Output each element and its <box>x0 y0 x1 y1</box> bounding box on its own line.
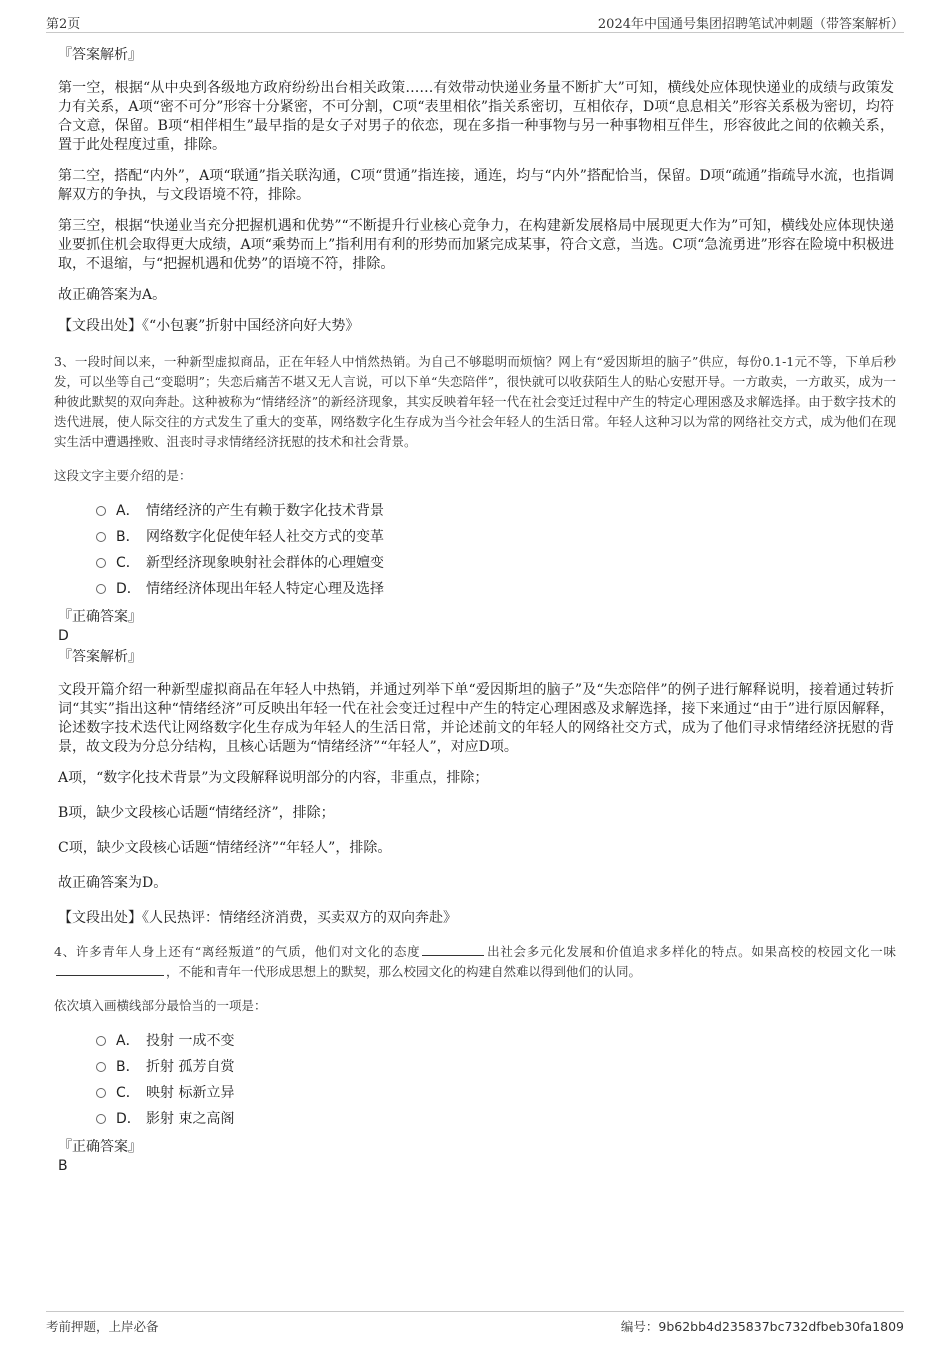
option-list <box>96 498 894 602</box>
document-code: 编号：9b62bb4d235837bc732dfbeb30fa1809 <box>620 1319 904 1334</box>
footer-slogan: 考前押题，上岸必备 <box>46 1319 159 1334</box>
option-a[interactable]: A． 情绪经济的产生有赖于数字化技术背景 <box>96 498 894 524</box>
correct-answer: B <box>58 1158 68 1174</box>
source-citation: 【文段出处】《人民热评：情绪经济消费，买卖双方的双向奔赴》 <box>58 910 457 926</box>
question-prompt: 这段文字主要介绍的是： <box>54 468 192 483</box>
radio-icon[interactable] <box>96 558 106 568</box>
analysis-item-a: A项，“数字化技术背景”为文段解释说明部分的内容，非重点，排除； <box>58 770 489 786</box>
analysis-paragraph: 第三空，根据“快递业当充分把握机遇和优势”“不断提升行业核心竞争力，在构建新发展格局中展现更大作为”可知，横线处应体现快递业要抓住机会取得更大成绩，A项“乘势而上”指利用有利的形势而加紧完成某事，符合文意，当选。C项“急流勇进”形容在险境中积极进取，不退缩，与“把握机遇和优势”的语境不符，排除。 <box>58 218 894 272</box>
radio-icon[interactable] <box>96 1114 106 1124</box>
radio-icon[interactable] <box>96 1062 106 1072</box>
fill-blank <box>56 962 164 976</box>
option-c[interactable]: C． 新型经济现象映射社会群体的心理嬗变 <box>96 550 894 576</box>
option-d[interactable]: D． 情绪经济体现出年轻人特定心理及选择 <box>96 576 894 602</box>
analysis-item-b: B项，缺少文段核心话题“情绪经济”，排除； <box>58 805 335 821</box>
analysis-paragraph: 第二空，搭配“内外”，A项“联通”指关联沟通，C项“贯通”指连接，通连，均与“内外”搭配恰当，保留。D项“疏通”指疏导水流，也指调解双方的争执，与文段语境不符，排除。 <box>58 168 894 203</box>
correct-answer-label: 『正确答案』 <box>58 1139 142 1155</box>
correct-answer-label: 『正确答案』 <box>58 609 142 625</box>
analysis-paragraph: 文段开篇介绍一种新型虚拟商品在年轻人中热销，并通过列举下单“爱因斯坦的脑子”及“失恋陪伴”的例子进行解释说明，接着通过转折词“其实”指出这种“情绪经济”可反映出年轻一代在社会变迁过程中产生的特定心理困惑及求解选择，接下来通过“由于”进行原因解释，论述数字技术迭代让网络数字化生存成为年轻人的生活日常，并论述前文的年轻人的网络社交方式，成为了他们寻求情绪经济抚慰的背景，故文段为分总分结构，且核心话题为“情绪经济”“年轻人”，对应D项。 <box>58 682 894 755</box>
option-d[interactable]: D． 影射 束之高阁 <box>96 1106 894 1132</box>
analysis-label: 『答案解析』 <box>58 649 142 665</box>
question-stem: 3、一段时间以来，一种新型虚拟商品，正在年轻人中悄然热销。为自己不够聪明而烦恼？网上有“爱因斯坦的脑子”供应，每份0.1-1元不等，下单后秒发，可以坐等自己“变聪明”；失恋后痛苦不堪又无人言说，可以下单“失恋陪伴”，很快就可以收获陌生人的贴心安慰开导。一方敢卖，一方敢买，成为一种彼此默契的双向奔赴。这种被称为“情绪经济”的新经济现象，其实反映着年轻一代在社会变迁过程中产生的特定心理困惑及求解选择。由于数字技术的迭代进展，使人际交往的方式发生了重大的变革，网络数字化生存成为当今社会年轻人的生活日常。年轻人这种习以为常的网络社交方式，成为他们在现实生活中遭遇挫败、沮丧时寻求情绪经济抚慰的技术和社会背景。 <box>54 354 896 449</box>
page-number: 第2页 <box>46 17 81 32</box>
question-prompt: 依次填入画横线部分最恰当的一项是： <box>54 998 267 1013</box>
analysis-conclusion: 故正确答案为D。 <box>58 875 168 891</box>
correct-answer: D <box>58 628 69 644</box>
option-c[interactable]: C． 映射 标新立异 <box>96 1080 894 1106</box>
radio-icon[interactable] <box>96 506 106 516</box>
radio-icon[interactable] <box>96 532 106 542</box>
analysis-label: 『答案解析』 <box>58 47 142 63</box>
radio-icon[interactable] <box>96 584 106 594</box>
document-title: 2024年中国通号集团招聘笔试冲刺题（带答案解析） <box>597 17 904 32</box>
option-b[interactable]: B． 网络数字化促使年轻人社交方式的变革 <box>96 524 894 550</box>
option-list <box>96 1028 894 1132</box>
fill-blank <box>422 942 484 956</box>
analysis-item-c: C项，缺少文段核心话题“情绪经济”“年轻人”，排除。 <box>58 840 392 856</box>
option-b[interactable]: B． 折射 孤芳自赏 <box>96 1054 894 1080</box>
page-footer <box>46 1311 904 1338</box>
document-body <box>54 46 896 1182</box>
radio-icon[interactable] <box>96 1036 106 1046</box>
option-a[interactable]: A． 投射 一成不变 <box>96 1028 894 1054</box>
analysis-conclusion: 故正确答案为A。 <box>58 287 167 303</box>
question-stem: 4、许多青年人身上还有“离经叛道”的气质，他们对文化的态度 出社会多元化发展和价值追求多样化的特点。如果高校的校园文化一味，不能和青年一代形成思想上的默契，那么校园文化的构建自然难以得到他们的认同。 <box>54 944 896 979</box>
analysis-paragraph: 第一空，根据“从中央到各级地方政府纷纷出台相关政策……有效带动快递业务量不断扩大”可知，横线处应体现快递业的成绩与政策发力有关系，A项“密不可分”形容十分紧密，不可分割，C项“表里相依”指关系密切，互相依存，D项“息息相关”形容关系极为密切，均符合文意，保留。B项“相伴相生”最早指的是女子对男子的依恋，现在多指一种事物与另一种事物相互伴生，形容彼此之间的依赖关系，置于此处程度过重，排除。 <box>58 80 894 153</box>
page-header <box>46 10 904 33</box>
radio-icon[interactable] <box>96 1088 106 1098</box>
source-citation: 【文段出处】《“小包裹”折射中国经济向好大势》 <box>58 318 360 334</box>
